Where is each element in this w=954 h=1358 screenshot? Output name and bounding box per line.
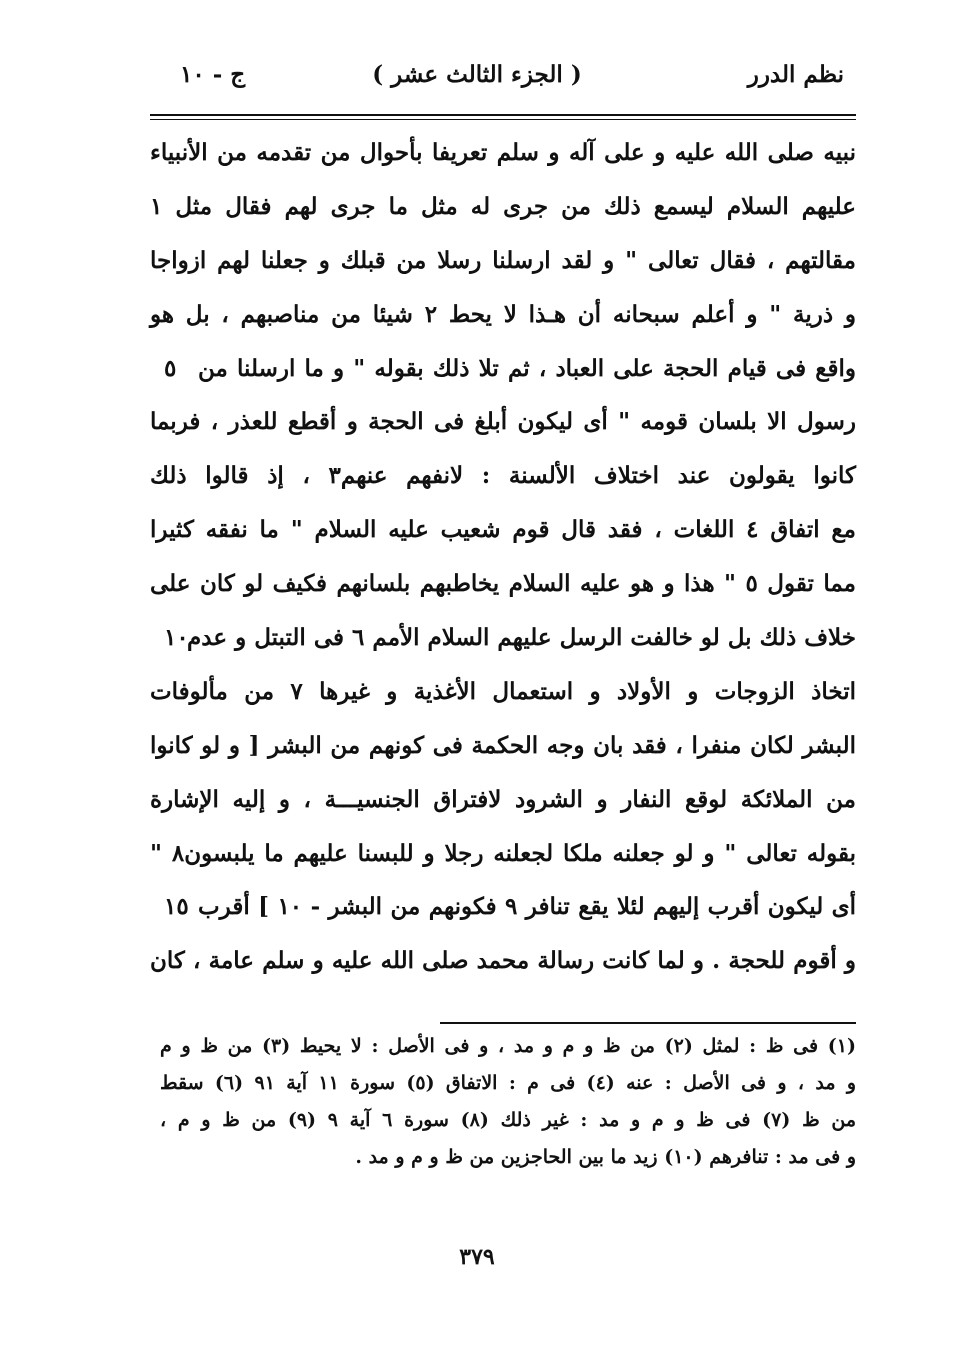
text-line-content: اتخاذ الزوجات و الأولاد و استعمال الأغذية و غيرها ٧ من مألوفات xyxy=(150,677,857,705)
text-line xyxy=(150,934,856,988)
footnotes xyxy=(160,1028,856,1176)
text-line xyxy=(150,395,856,449)
running-head-volume: ج - ١٠ xyxy=(180,61,246,88)
running-head-book-title: نظم الدرر xyxy=(747,61,844,88)
main-text xyxy=(150,126,856,988)
text-line xyxy=(150,449,856,503)
footnote-line: و فى مد : تنافرهم (١٠) زيد ما بين الحاجزين من ظ و م و مد . xyxy=(355,1146,856,1168)
footnote-line: و مد ، و فى الأصل : عنه (٤) فى م : الاتفاق (٥) سورة ١١ آية ٩١ (٦) سقط xyxy=(160,1072,857,1094)
text-line xyxy=(150,665,856,719)
text-line-content: خلاف ذلك بل لو خالفت الرسل عليهم السلام الأمم ٦ فى التبتل و عدم xyxy=(187,624,856,652)
text-line-content: كانوا يقولون عند اختلاف الألسنة : لانفهم عنهم٣ ، إذ قالوا ذلك xyxy=(150,462,856,490)
text-line-content: نبيه صلى الله عليه و على آله و سلم تعريفا بأحوال من تقدمه من الأنبياء xyxy=(150,139,856,166)
text-line xyxy=(150,827,856,881)
text-line xyxy=(150,773,856,827)
text-line xyxy=(150,503,856,557)
text-line xyxy=(150,880,856,934)
line-number: ٥ xyxy=(164,354,177,382)
text-line-content: مقالتهم ، فقال تعالى " و لقد ارسلنا رسلا من قبلك و جعلنا لهم ازواجا xyxy=(150,246,856,274)
text-line-content: و ذرية " و أعلم سبحانه أن هـذا لا يحط ٢ شيئا من مناصبهم ، بل هو xyxy=(150,300,856,328)
running-head-section: ( الجزء الثالث عشر ) xyxy=(372,61,582,88)
text-line-content: بقوله تعالى " و لو جعلنه ملكا لجعلنه رجلا و للبسنا عليهم ما يلبسون٨ " xyxy=(150,839,857,867)
text-line-content: و أقوم للحجة . و لما كانت رسالة محمد صلى الله عليه و سلم عامة ، كان xyxy=(150,947,856,975)
text-line-content: أى ليكون أقرب إليهم لئلا يقع تنافر ٩ فكونهم من البشر - ١٠ ] أقرب xyxy=(198,893,857,921)
text-line xyxy=(150,611,856,665)
text-line-content: واقع فى قيام الحجة على العباد ، ثم تلا ذلك بقوله " و ما ارسلنا من xyxy=(198,354,856,382)
text-line xyxy=(150,342,856,396)
page-number: ٣٧٩ xyxy=(459,1244,495,1270)
text-line xyxy=(150,557,856,611)
text-line xyxy=(150,719,856,773)
text-line-content: البشر لكان منفرا ، فقد بان وجه الحكمة فى كونهم من البشر [ و لو كانوا xyxy=(150,731,856,759)
text-line xyxy=(150,288,856,342)
text-line xyxy=(150,180,856,234)
footnote-line: من ظ (٧) فى ظ و م و مد : غير ذلك (٨) سورة ٦ آية ٩ (٩) من ظ و م ، xyxy=(160,1109,856,1131)
header-rule-thin xyxy=(150,119,856,120)
footnote-line: (١) فى ظ : لمثل (٢) من ظ و م و مد ، و فى الأصل : لا يحيط (٣) من ظ و م xyxy=(160,1035,856,1057)
header-rule xyxy=(150,114,856,116)
line-number: ١٥ xyxy=(164,893,189,921)
line-number: ١٠ xyxy=(164,624,189,652)
text-line xyxy=(150,126,856,180)
text-line-content: مما تقول ٥ " هذا و هو عليه السلام يخاطبهم بلسانهم فكيف لو كان على xyxy=(150,570,856,598)
text-line-content: عليهم السلام ليسمع ذلك من جرى له مثل ما جرى لهم فقال مثل ١ xyxy=(150,192,856,220)
text-line-content: من الملائكة لوقع النفار و الشرود لافتراق الجنسيـــة ، و إليه الإشارة xyxy=(150,785,856,813)
text-line-content: مع اتفاق ٤ اللغات ، فقد قال قوم شعيب عليه السلام " ما نفقه كثيرا xyxy=(150,516,856,544)
text-line xyxy=(150,234,856,288)
text-line-content: رسول الا بلسان قومه " أى ليكون أبلغ فى الحجة و أقطع للعذر ، فربما xyxy=(150,408,856,436)
footnote-separator xyxy=(440,1022,856,1024)
